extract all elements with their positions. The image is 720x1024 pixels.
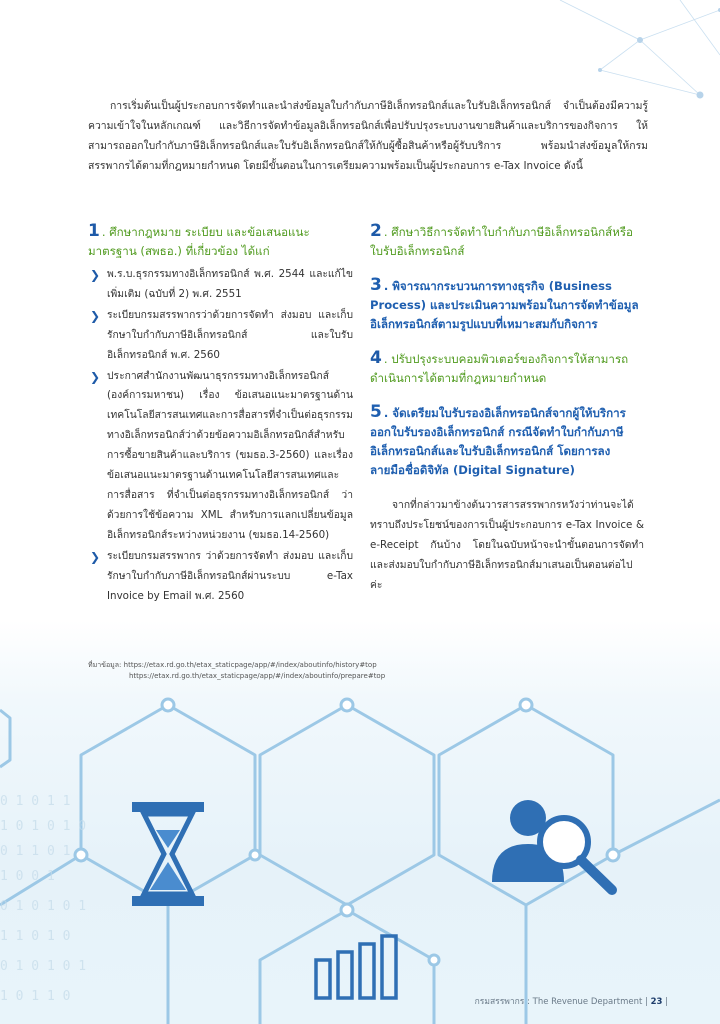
svg-text:1 0 1 0 1 0: 1 0 1 0 1 0 bbox=[0, 819, 87, 834]
source-label: ที่มาข้อมูล: bbox=[88, 661, 122, 669]
intro-text: การเริ่มต้นเป็นผู้ประกอบการจัดทำและนำส่งข้อมูลใบกำกับภาษีอิเล็กทรอนิกส์และใบรับอิเล็กทรอนิกส์ จำเป็นต้องมีความรู้ ความเข้าใจในหลักเกณฑ์ และวิธีการจัดทำข้อมูลอิเล็กทรอนิกส์เพื่อปรับปรุงระบบงานขายสินค้าและบริการของกิจการ ให้สามารถออกใบกำกับภาษีอิเล็กทรอนิกส์และใบรับอิเล็กทรอนิกส์ให้กับผู้ซื้อสินค้าหรือผู้รับบริการ พร้อมนำส่งข้อมูลให้กรมสรรพากรได้ตามที่กฎหมายกำหนด โดยมีขั้นตอนในการเตรียมความพร้อมเป็นผู้ประกอบการ e-Tax Invoice ดังนี้ bbox=[88, 100, 648, 172]
chevron-right-icon: ❯ bbox=[90, 268, 101, 282]
closing-text: จากที่กล่าวมาข้างต้นวารสารสรรพากรหวังว่าท่านจะได้ทราบถึงประโยชน์ของการเป็นผู้ประกอบการ e-Tax Invoice & e-Receipt กันบ้าง โดยในฉบับหน้าจะนำขั้นตอนการจัดทำและส่งมอบใบกำกับภาษีอิเล็กทรอนิกส์มาเสนอเป็นตอนต่อไปค่ะ bbox=[370, 499, 644, 591]
section-2-number: 2 bbox=[370, 221, 382, 241]
source-link-prepare[interactable]: https://etax.rd.go.th/etax_staticpage/app/#/index/aboutinfo/prepare#top bbox=[129, 672, 386, 680]
section-3-number: 3 bbox=[370, 275, 382, 295]
section-1-title: . ศึกษากฎหมาย ระเบียบ และข้อเสนอแนะมาตรฐาน (สพธอ.) ที่เกี่ยวข้อง ได้แก่ bbox=[88, 225, 310, 258]
list-item: ❯ ระเบียบกรมสรรพากรว่าด้วยการจัดทำ ส่งมอบ และเก็บรักษาใบกำกับภาษีอิเล็กทรอนิกส์ และใบรับอิเล็กทรอนิกส์ พ.ศ. 2560 bbox=[90, 308, 353, 361]
footer-text: กรมสรรพากร : The Revenue Department | bbox=[474, 997, 648, 1007]
svg-text:0 1 0 1 1: 0 1 0 1 1 bbox=[0, 794, 71, 809]
source-link-history[interactable]: https://etax.rd.go.th/etax_staticpage/app/#/index/aboutinfo/history#top bbox=[123, 661, 377, 669]
section-5-number: 5 bbox=[370, 402, 382, 422]
section-2-heading bbox=[370, 222, 644, 261]
source-note bbox=[88, 660, 648, 682]
bar-chart-icon bbox=[312, 930, 402, 1000]
section-4 bbox=[370, 349, 644, 388]
closing-paragraph bbox=[370, 495, 644, 595]
svg-text:0 1 0 1 0 1: 0 1 0 1 0 1 bbox=[0, 899, 87, 914]
footer-end: | bbox=[665, 997, 668, 1007]
list-item: ❯ ระเบียบกรมสรรพากร ว่าด้วยการจัดทำ ส่งมอบ และเก็บรักษาใบกำกับภาษีอิเล็กทรอนิกส์ผ่านระบบ e-Tax Invoice by Email พ.ศ. 2560 bbox=[90, 549, 353, 602]
section-2-title: . ศึกษาวิธีการจัดทำใบกำกับภาษีอิเล็กทรอนิกส์หรือใบรับอิเล็กทรอนิกส์ bbox=[370, 225, 634, 258]
svg-text:0 1 1 0 1: 0 1 1 0 1 bbox=[0, 844, 71, 859]
section-4-number: 4 bbox=[370, 348, 382, 368]
list-item: ❯ พ.ร.บ.ธุรกรรมทางอิเล็กทรอนิกส์ พ.ศ. 2544 และแก้ไขเพิ่มเติม (ฉบับที่ 2) พ.ศ. 2551 bbox=[90, 268, 353, 300]
right-column bbox=[370, 222, 644, 595]
section-4-title: . ปรับปรุงระบบคอมพิวเตอร์ของกิจการให้สามารถดำเนินการได้ตามที่กฎหมายกำหนด bbox=[370, 352, 629, 385]
section-1-number: 1 bbox=[88, 221, 100, 241]
svg-text:1 0 0 1: 1 0 0 1 bbox=[0, 869, 55, 884]
svg-text:1 1 0 1 0: 1 1 0 1 0 bbox=[0, 929, 71, 944]
intro-paragraph bbox=[88, 96, 648, 176]
hourglass-icon bbox=[128, 800, 208, 910]
svg-text:0 1 0 1 0 1: 0 1 0 1 0 1 bbox=[0, 959, 87, 974]
section-5-title: . จัดเตรียมใบรับรองอิเล็กทรอนิกส์จากผู้ให้บริการออกใบรับรองอิเล็กทรอนิกส์ กรณีจัดทำใบกำกับภาษีอิเล็กทรอนิกส์และใบรับอิเล็กทรอนิกส์ โดยการลงลายมือชื่อดิจิทัล (Digital Signature) bbox=[370, 406, 626, 477]
section-5-heading bbox=[370, 403, 644, 480]
user-search-icon bbox=[488, 790, 624, 900]
section-3-title: . พิจารณากระบวนการทางธุรกิจ (Business Process) และประเมินความพร้อมในการจัดทำข้อมูลอิเล็กทรอนิกส์ตามรูปแบบที่เหมาะสมกับกิจการ bbox=[370, 279, 639, 331]
section-4-heading bbox=[370, 349, 644, 388]
svg-text:1 0 1 1 0: 1 0 1 1 0 bbox=[0, 989, 71, 1004]
section-1-heading bbox=[88, 222, 353, 261]
section-3 bbox=[370, 276, 644, 334]
section-3-heading bbox=[370, 276, 644, 334]
section-5 bbox=[370, 403, 644, 480]
list-item: ❯ ประกาศสำนักงานพัฒนาธุรกรรมทางอิเล็กทรอนิกส์ (องค์การมหาชน) เรื่อง ข้อเสนอแนะมาตรฐานด้านเทคโนโลยีสารสนเทศและการสื่อสารที่จำเป็นต่อธุรกรรมทางอิเล็กทรอนิกส์ว่าด้วยข้อความอิเล็กทรอนิกส์สำหรับการซื้อขายสินค้าและบริการ (ขมธอ.3-2560) และเรื่องข้อเสนอแนะมาตรฐานด้านเทคโนโลยีสารสนเทศและการสื่อสาร ที่จำเป็นต่อธุรกรรมทางอิเล็กทรอนิกส์ ว่าด้วยการใช้ข้อความ XML สำหรับการแลกเปลี่ยนข้อมูลอิเล็กทรอนิกส์ระหว่างหน่วยงาน (ขมธอ.14-2560) bbox=[90, 369, 353, 541]
page-number: 23 bbox=[650, 997, 663, 1007]
page-footer bbox=[448, 994, 668, 1008]
law-list bbox=[88, 265, 353, 606]
left-column bbox=[88, 222, 353, 607]
chevron-right-icon: ❯ bbox=[90, 369, 101, 384]
chevron-right-icon: ❯ bbox=[90, 308, 101, 323]
chevron-right-icon: ❯ bbox=[90, 549, 101, 564]
section-2 bbox=[370, 222, 644, 261]
